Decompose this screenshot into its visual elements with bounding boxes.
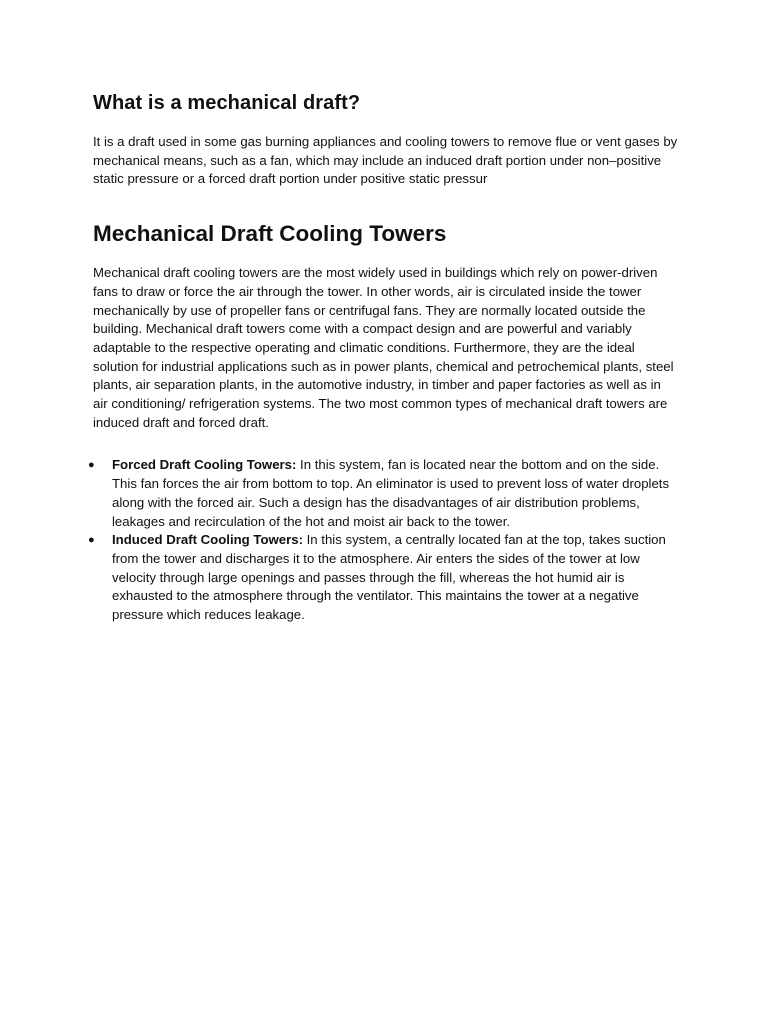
description-induced-draft: In this system, a centrally located fan at the top, takes suction from the tower and discharges it to the atmosphere. Air enters the sides of the tower at low velocity through large openings and passes through the fill, whereas the hot humid air is exhausted to the atmosphere through the ventilator. This maintains the tower at a negative pressure which reduces leakage. [112,532,666,623]
term-forced-draft: Forced Draft Cooling Towers: [112,457,297,473]
description-forced-draft: In this system, fan is located near the bottom and on the side. This fan forces the air from bottom to top. An eliminator is used to prevent loss of water droplets along with the forced air. Such a design has the disadvantages of air distribution problems, leakages and recirculation of the hot and moist air back to the tower. [112,457,670,529]
paragraph-mechanical-draft-definition: It is a draft used in some gas burning appliances and cooling towers to remove flue or vent gases by mechanical means, such as a fan, which may include an induced draft portion under non–positive static pressure or a forced draft portion under positive static pressur [93,134,678,187]
term-induced-draft: Induced Draft Cooling Towers: [112,532,303,548]
heading-what-is-mechanical-draft: What is a mechanical draft? [93,92,361,114]
document-content [88,88,678,625]
heading-mechanical-draft-cooling-towers: Mechanical Draft Cooling Towers [93,221,447,247]
list-item-forced-draft [88,456,678,531]
paragraph-cooling-towers-overview: Mechanical draft cooling towers are the most widely used in buildings which rely on power-driven fans to draw or force the air through the tower. In other words, air is circulated inside the tower mechanically by use of propeller fans or centrifugal fans. They are normally located outside the building. Mechanical draft towers come with a compact design and are powerful and variably adaptable to the respective operating and climatic conditions. Furthermore, they are the ideal solution for industrial applications such as in power plants, chemical and petrochemical plants, steel plants, air separation plants, in the automotive industry, in timber and paper factories as well as in air conditioning/ refrigeration systems. The two most common types of mechanical draft towers are induced draft and forced draft. [93,265,674,430]
bullet-icon: ● [88,534,95,547]
cooling-tower-types-list [88,456,678,624]
list-item-induced-draft [88,531,678,625]
bullet-icon: ● [88,459,95,472]
